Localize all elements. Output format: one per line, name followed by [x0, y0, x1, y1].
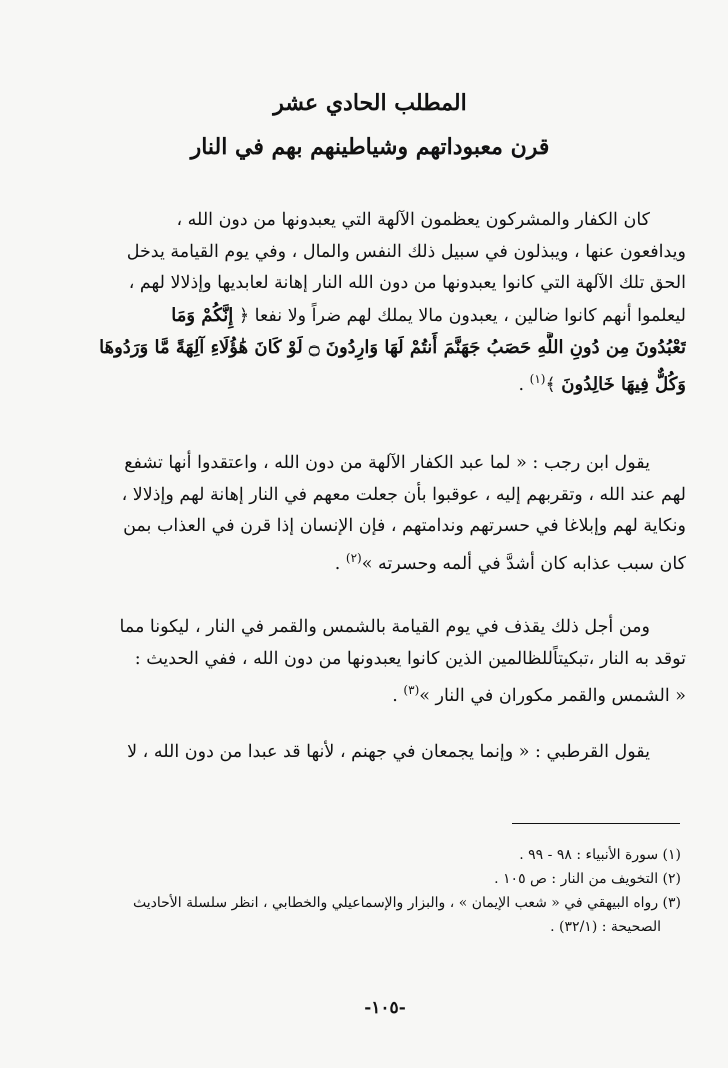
text-segment: ليعلموا أنهم كانوا ضالين ، يعبدون مالا يملك لهم ضراً ولا نفعا ﴿: [238, 305, 686, 326]
text-segment: « الشمس والقمر مكوران في النار »: [419, 685, 686, 706]
text-line: كان الكفار والمشركون يعظمون الآلهة التي يعبدونها من دون الله ،: [176, 210, 650, 230]
section-number-title: المطلب الحادي عشر: [273, 90, 467, 116]
text-segment: .: [334, 553, 346, 574]
text-line: [88, 675, 686, 712]
quran-verse: إِنَّكُمْ وَمَا: [171, 304, 234, 326]
page-number: -١٠٥-: [364, 998, 406, 1018]
text-line: ونكاية لهم وإبلاغا في حسرتهم وندامتهم ، فإن الإنسان إذا قرن في العذاب بمن: [123, 516, 686, 536]
text-line: ومن أجل ذلك يقذف في يوم القيامة بالشمس والقمر في النار ، ليكونا مما: [119, 617, 650, 637]
text-line: الحق تلك الآلهة التي كانوا يعبدونها من دون الله النار إهانة لعابديها وإذلالا لهم ،: [128, 273, 686, 293]
section-title: قرن معبوداتهم وشياطينهم بهم في النار: [190, 134, 550, 160]
text-line: [88, 364, 686, 401]
text-line: لهم عند الله ، وتقربهم إليه ، عوقبوا بأن جعلت معهم في النار إهانة لهم وإذلالا ،: [121, 484, 686, 505]
paragraph-3: [88, 612, 686, 712]
quran-verse: وَكُلٌّ فِيهَا خَالِدُونَ: [561, 373, 686, 395]
verse-close-bracket: ﴾: [545, 374, 556, 395]
paragraph-2: [88, 448, 686, 580]
footnote-1: (١) سورة الأنبياء : ٩٨ - ٩٩ .: [519, 847, 681, 863]
text-segment: .: [392, 685, 404, 706]
text-line: يقول القرطبي : « وإنما يجمعان في جهنم ، لأنها قد عبدا من دون الله ، لا: [127, 742, 650, 762]
paragraph-1: [88, 205, 686, 401]
text-segment: .: [518, 374, 530, 395]
text-line: [88, 300, 686, 333]
footnote-3-continuation: الصحيحة : (٣٢/١) .: [550, 919, 661, 935]
text-line: ويدافعون عنها ، ويبذلون في سبيل ذلك النفس والمال ، وفي يوم القيامة يدخل: [126, 241, 686, 262]
quran-verse: تَعْبُدُونَ مِن دُونِ اللَّهِ حَصَبُ جَهَنَّمَ أَنتُمْ لَهَا وَارِدُونَ ۝ لَوْ كَانَ هَٰؤُلَاءِ آلِهَةً مَّا وَرَدُوهَا: [99, 337, 686, 358]
text-line: [88, 543, 686, 580]
paragraph-4: [88, 737, 686, 769]
footnotes: [130, 843, 681, 939]
text-line: يقول ابن رجب : « لما عبد الكفار الآلهة من دون الله ، واعتقدوا أنها تشفع: [124, 453, 650, 473]
footnote-ref: (١): [529, 371, 546, 386]
text-segment: كان سبب عذابه كان أشدَّ في ألمه وحسرته »: [361, 553, 686, 574]
footnote-ref: (٣): [403, 683, 420, 697]
footnote-2: (٢) التخويف من النار : ص ١٠٥ .: [494, 871, 681, 887]
text-line: توقد به النار ،تبكيتاًللظالمين الذين كانوا يعبدونها من دون الله ، ففي الحديث :: [134, 648, 686, 669]
footnote-3: (٣) رواه البيهقي في « شعب الإيمان » ، والبزار والإسماعيلي والخطابي ، انظر سلسلة الأحاديث: [133, 895, 681, 911]
footnote-ref: (٢): [345, 550, 362, 565]
footnote-divider: [512, 823, 680, 824]
